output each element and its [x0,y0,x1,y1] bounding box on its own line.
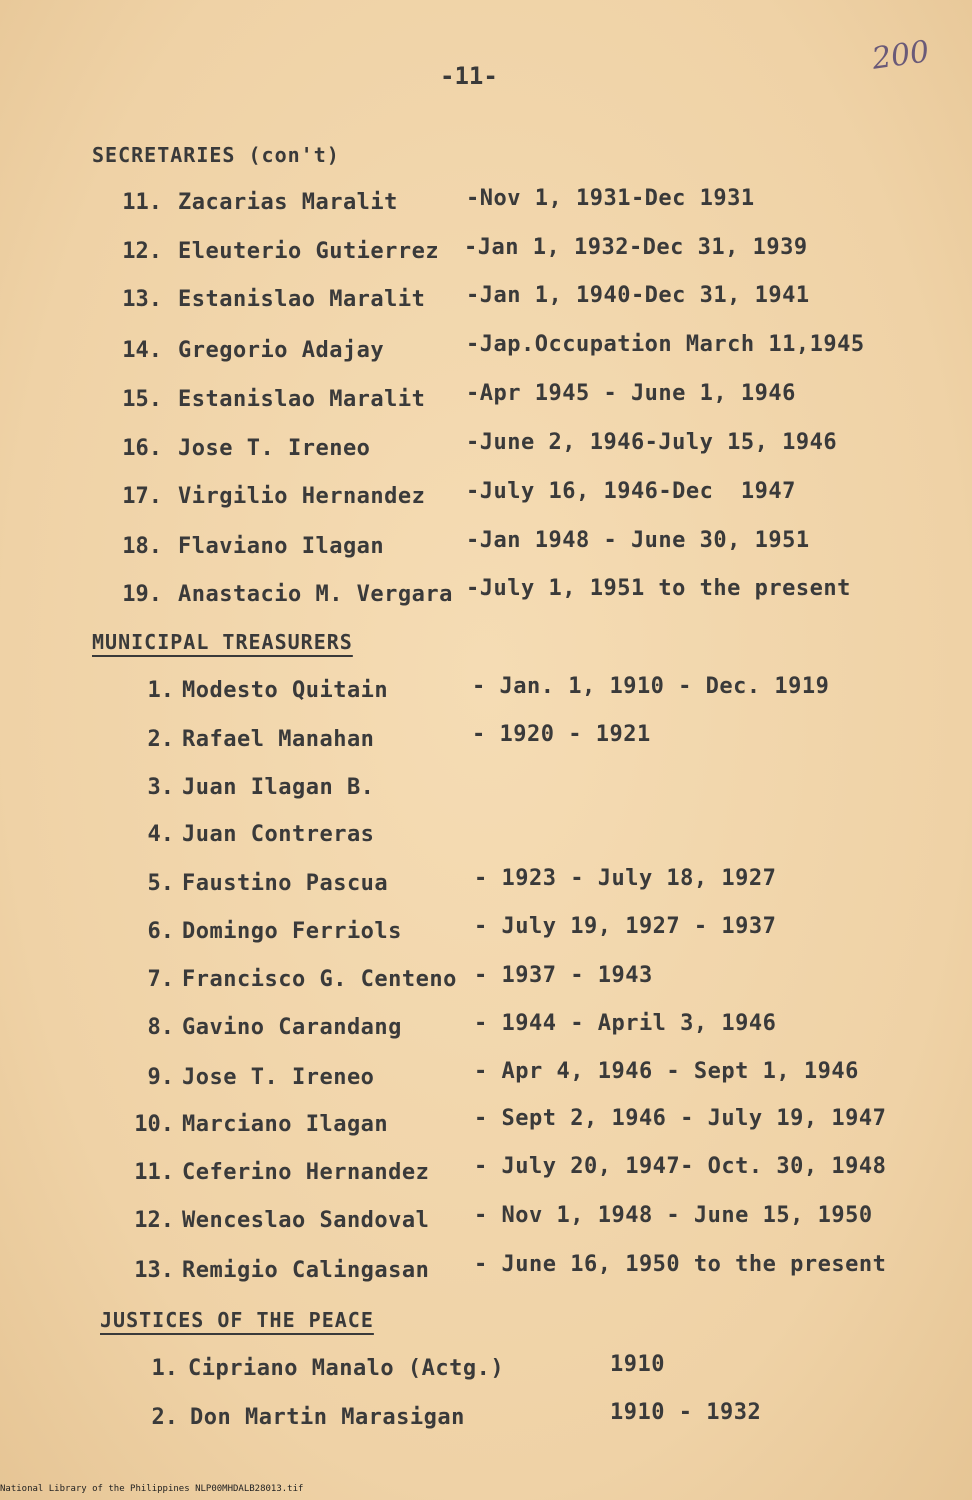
secretary-number: 13. [122,287,162,312]
treasurer-name: Wenceslao Sandoval [182,1208,430,1233]
treasurer-name: Faustino Pascua [182,871,389,896]
secretary-number: 17. [122,484,162,509]
treasurer-term: - Apr 4, 1946 - Sept 1, 1946 [474,1059,859,1084]
secretary-name: Estanislao Maralit [178,387,426,412]
secretary-number: 19. [122,582,162,607]
justice-term: 1910 - 1932 [610,1400,762,1425]
secretary-number: 16. [122,436,162,461]
treasurer-number: 5. [147,871,174,896]
treasurer-term: - 1944 - April 3, 1946 [474,1011,777,1036]
archive-footer: National Library of the Philippines NLP00MHDALB28013.tif [0,1484,304,1494]
justice-name: Don Martin Marasigan [190,1405,465,1430]
secretary-name: Estanislao Maralit [178,287,426,312]
treasurer-number: 3. [147,775,174,800]
secretary-term: -June 2, 1946-July 15, 1946 [466,430,838,455]
secretary-number: 12. [122,239,162,264]
page-number: -11- [440,62,498,90]
treasurer-name: Remigio Calingasan [182,1258,430,1283]
treasurer-name: Rafael Manahan [182,727,375,752]
justice-term: 1910 [610,1352,665,1377]
secretary-term: -Jan 1, 1940-Dec 31, 1941 [466,283,810,308]
treasurers-heading: MUNICIPAL TREASURERS [92,630,353,654]
secretary-term: -Apr 1945 - June 1, 1946 [466,381,796,406]
secretary-term: -Jan 1, 1932-Dec 31, 1939 [464,235,808,260]
secretaries-heading: SECRETARIES (con't) [92,143,340,167]
secretary-term: -July 1, 1951 to the present [466,576,851,601]
treasurer-name: Gavino Carandang [182,1015,402,1040]
treasurer-term: - July 19, 1927 - 1937 [474,914,777,939]
treasurer-name: Francisco G. Centeno [182,967,457,992]
secretary-number: 14. [122,338,162,363]
secretary-number: 15. [122,387,162,412]
treasurer-term: - 1923 - July 18, 1927 [474,866,777,891]
treasurer-term: - Sept 2, 1946 - July 19, 1947 [474,1106,887,1131]
secretary-number: 18. [122,534,162,559]
treasurer-term: - July 20, 1947- Oct. 30, 1948 [474,1154,887,1179]
secretary-name: Jose T. Ireneo [178,436,371,461]
treasurer-term: - Nov 1, 1948 - June 15, 1950 [474,1203,873,1228]
treasurer-number: 8. [147,1015,174,1040]
treasurer-name: Jose T. Ireneo [182,1065,375,1090]
justices-heading: JUSTICES OF THE PEACE [100,1308,374,1332]
treasurer-name: Marciano Ilagan [182,1112,389,1137]
secretary-term: -Jap.Occupation March 11,1945 [466,332,865,357]
treasurer-term: - Jan. 1, 1910 - Dec. 1919 [472,674,830,699]
treasurer-number: 13. [134,1258,174,1283]
secretary-name: Virgilio Hernandez [178,484,426,509]
secretary-term: -July 16, 1946-Dec 1947 [466,479,796,504]
secretary-name: Zacarias Maralit [178,190,398,215]
treasurer-term: - June 16, 1950 to the present [474,1252,887,1277]
treasurer-number: 1. [147,678,174,703]
justice-number: 1. [151,1356,178,1381]
secretary-term: -Nov 1, 1931-Dec 1931 [466,186,755,211]
treasurer-number: 10. [134,1112,174,1137]
treasurer-number: 4. [147,822,174,847]
treasurer-number: 12. [134,1208,174,1233]
treasurer-number: 2. [147,727,174,752]
treasurer-number: 11. [134,1160,174,1185]
secretary-name: Flaviano Ilagan [178,534,385,559]
secretary-name: Gregorio Adajay [178,338,385,363]
treasurer-term: - 1920 - 1921 [472,722,651,747]
folio-mark: 200 [869,34,932,77]
secretary-name: Eleuterio Gutierrez [178,239,440,264]
secretary-name: Anastacio M. Vergara [178,582,453,607]
treasurer-name: Domingo Ferriols [182,919,402,944]
treasurer-name: Ceferino Hernandez [182,1160,430,1185]
treasurer-number: 9. [147,1065,174,1090]
secretary-number: 11. [122,190,162,215]
justice-name: Cipriano Manalo (Actg.) [188,1356,505,1381]
treasurer-number: 7. [147,967,174,992]
treasurer-name: Juan Ilagan B. [182,775,375,800]
treasurer-number: 6. [147,919,174,944]
treasurer-term: - 1937 - 1943 [474,963,653,988]
justice-number: 2. [151,1405,178,1430]
secretary-term: -Jan 1948 - June 30, 1951 [466,528,810,553]
treasurer-name: Juan Contreras [182,822,375,847]
treasurer-name: Modesto Quitain [182,678,389,703]
